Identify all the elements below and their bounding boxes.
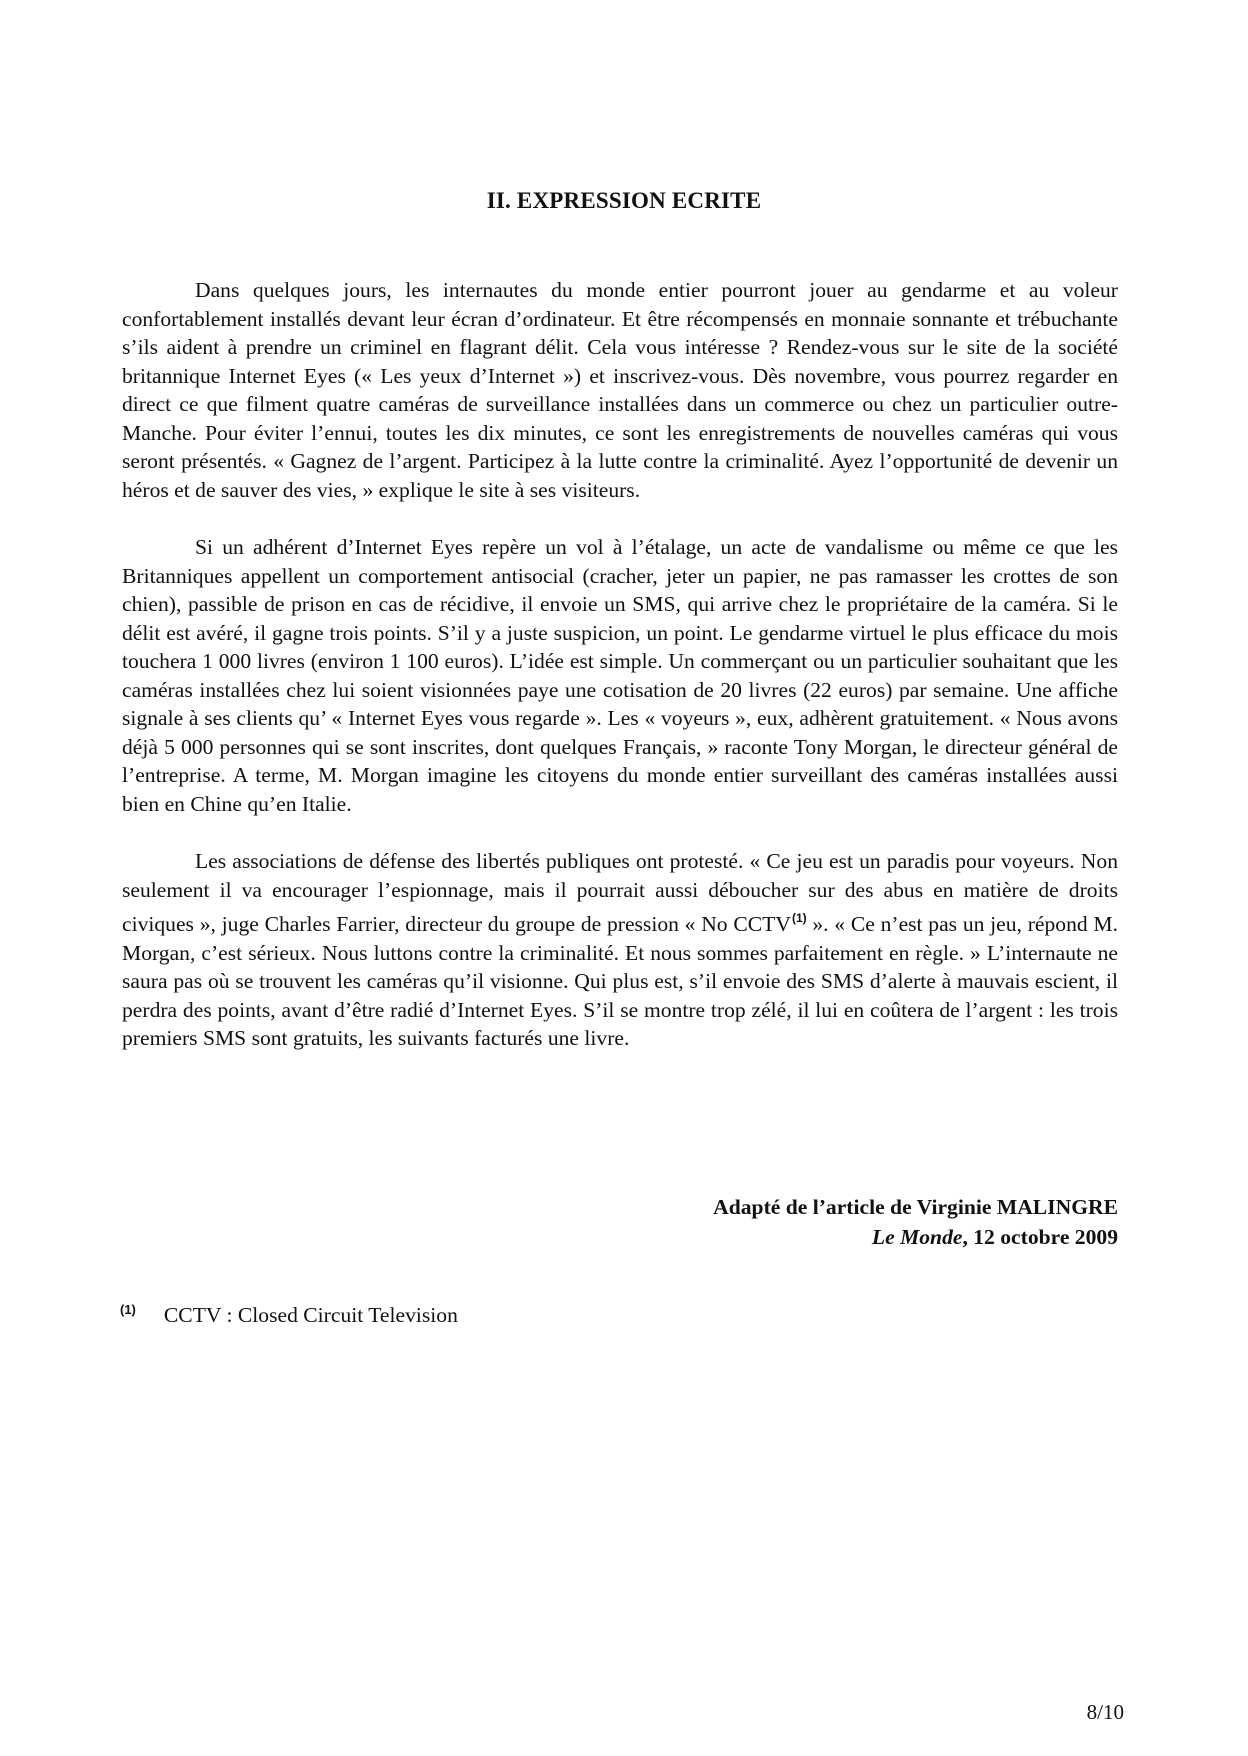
source-journal: Le Monde <box>871 1225 963 1249</box>
article-body <box>122 276 1118 1082</box>
source-date: , 12 octobre 2009 <box>962 1225 1118 1249</box>
page-number: 8/10 <box>1086 1700 1124 1724</box>
paragraph-3 <box>122 847 1118 1053</box>
paragraph-3-part-1: Les associations de défense des libertés publiques ont protesté. « Ce jeu est un paradis pour voyeurs. Non seulement il va encourager l’espionnage, mais il pourrait aussi déboucher sur des abus en matière de droits civiques », juge Charles Farrier, directeur du groupe de pression « No CCTV <box>122 849 1118 936</box>
paragraph-1: Dans quelques jours, les internautes du monde entier pourront jouer au gendarme et au voleur confortablement installés devant leur écran d’ordinateur. Et être récompensés en monnaie sonnante et trébuchante s’ils aident à prendre un criminel en flagrant délit. Cela vous intéresse ? Rendez-vous sur le site de la société britannique Internet Eyes (« Les yeux d’Internet ») et inscrivez-vous. Dès novembre, vous pourrez regarder en direct ce que filment quatre caméras de surveillance installées dans un commerce ou chez un particulier outre-Manche. Pour éviter l’ennui, toutes les dix minutes, ce sont les enregistrements de nouvelles caméras qui vous seront présentés. « Gagnez de l’argent. Participez à la lutte contre la criminalité. Ayez l’opportunité de devenir un héros et de sauver des vies, » explique le site à ses visiteurs. <box>122 278 1118 502</box>
footnote <box>120 1302 458 1328</box>
source-attribution <box>713 1192 1118 1252</box>
section-heading: II. EXPRESSION ECRITE <box>486 188 762 213</box>
source-author-line: Adapté de l’article de Virginie MALINGRE <box>713 1195 1118 1219</box>
footnote-reference: (1) <box>791 911 807 925</box>
paragraph-3-part-2: ». « Ce n’est pas un jeu, répond M. Morgan, c’est sérieux. Nous luttons contre la criminalité. Et nous sommes parfaitement en règle. » L’internaute ne saura pas où se trouvent les caméras qu’il visionne. Qui plus est, s’il envoie des SMS d’alerte à mauvais escient, il perdra des points, avant d’être radié d’Internet Eyes. S’il se montre trop zélé, il lui en coûtera de l’argent : les trois premiers SMS sont gratuits, les suivants facturés une livre. <box>122 912 1119 1050</box>
paragraph-2: Si un adhérent d’Internet Eyes repère un vol à l’étalage, un acte de vandalisme ou même ce que les Britanniques appellent un comportement antisocial (cracher, jeter un papier, ne pas ramasser les crottes de son chien), passible de prison en cas de récidive, il envoie un SMS, qui arrive chez le propriétaire de la caméra. Si le délit est avéré, il gagne trois points. S’il y a juste suspicion, un point. Le gendarme virtuel le plus efficace du mois touchera 1 000 livres (environ 1 100 euros). L’idée est simple. Un commerçant ou un particulier souhaitant que les caméras installées chez lui soient visionnées paye une cotisation de 20 livres (22 euros) par semaine. Une affiche signale à ses clients qu’ « Internet Eyes vous regarde ». Les « voyeurs », eux, adhèrent gratuitement. « Nous avons déjà 5 000 personnes qui se sont inscrites, dont quelques Français, » raconte Tony Morgan, le directeur général de l’entreprise. A terme, M. Morgan imagine les citoyens du monde entier surveillant des caméras installées aussi bien en Chine qu’en Italie. <box>122 535 1118 816</box>
footnote-text: CCTV : Closed Circuit Television <box>163 1303 458 1327</box>
footnote-mark: (1) <box>120 1302 136 1317</box>
source-publication-line <box>713 1222 1118 1252</box>
